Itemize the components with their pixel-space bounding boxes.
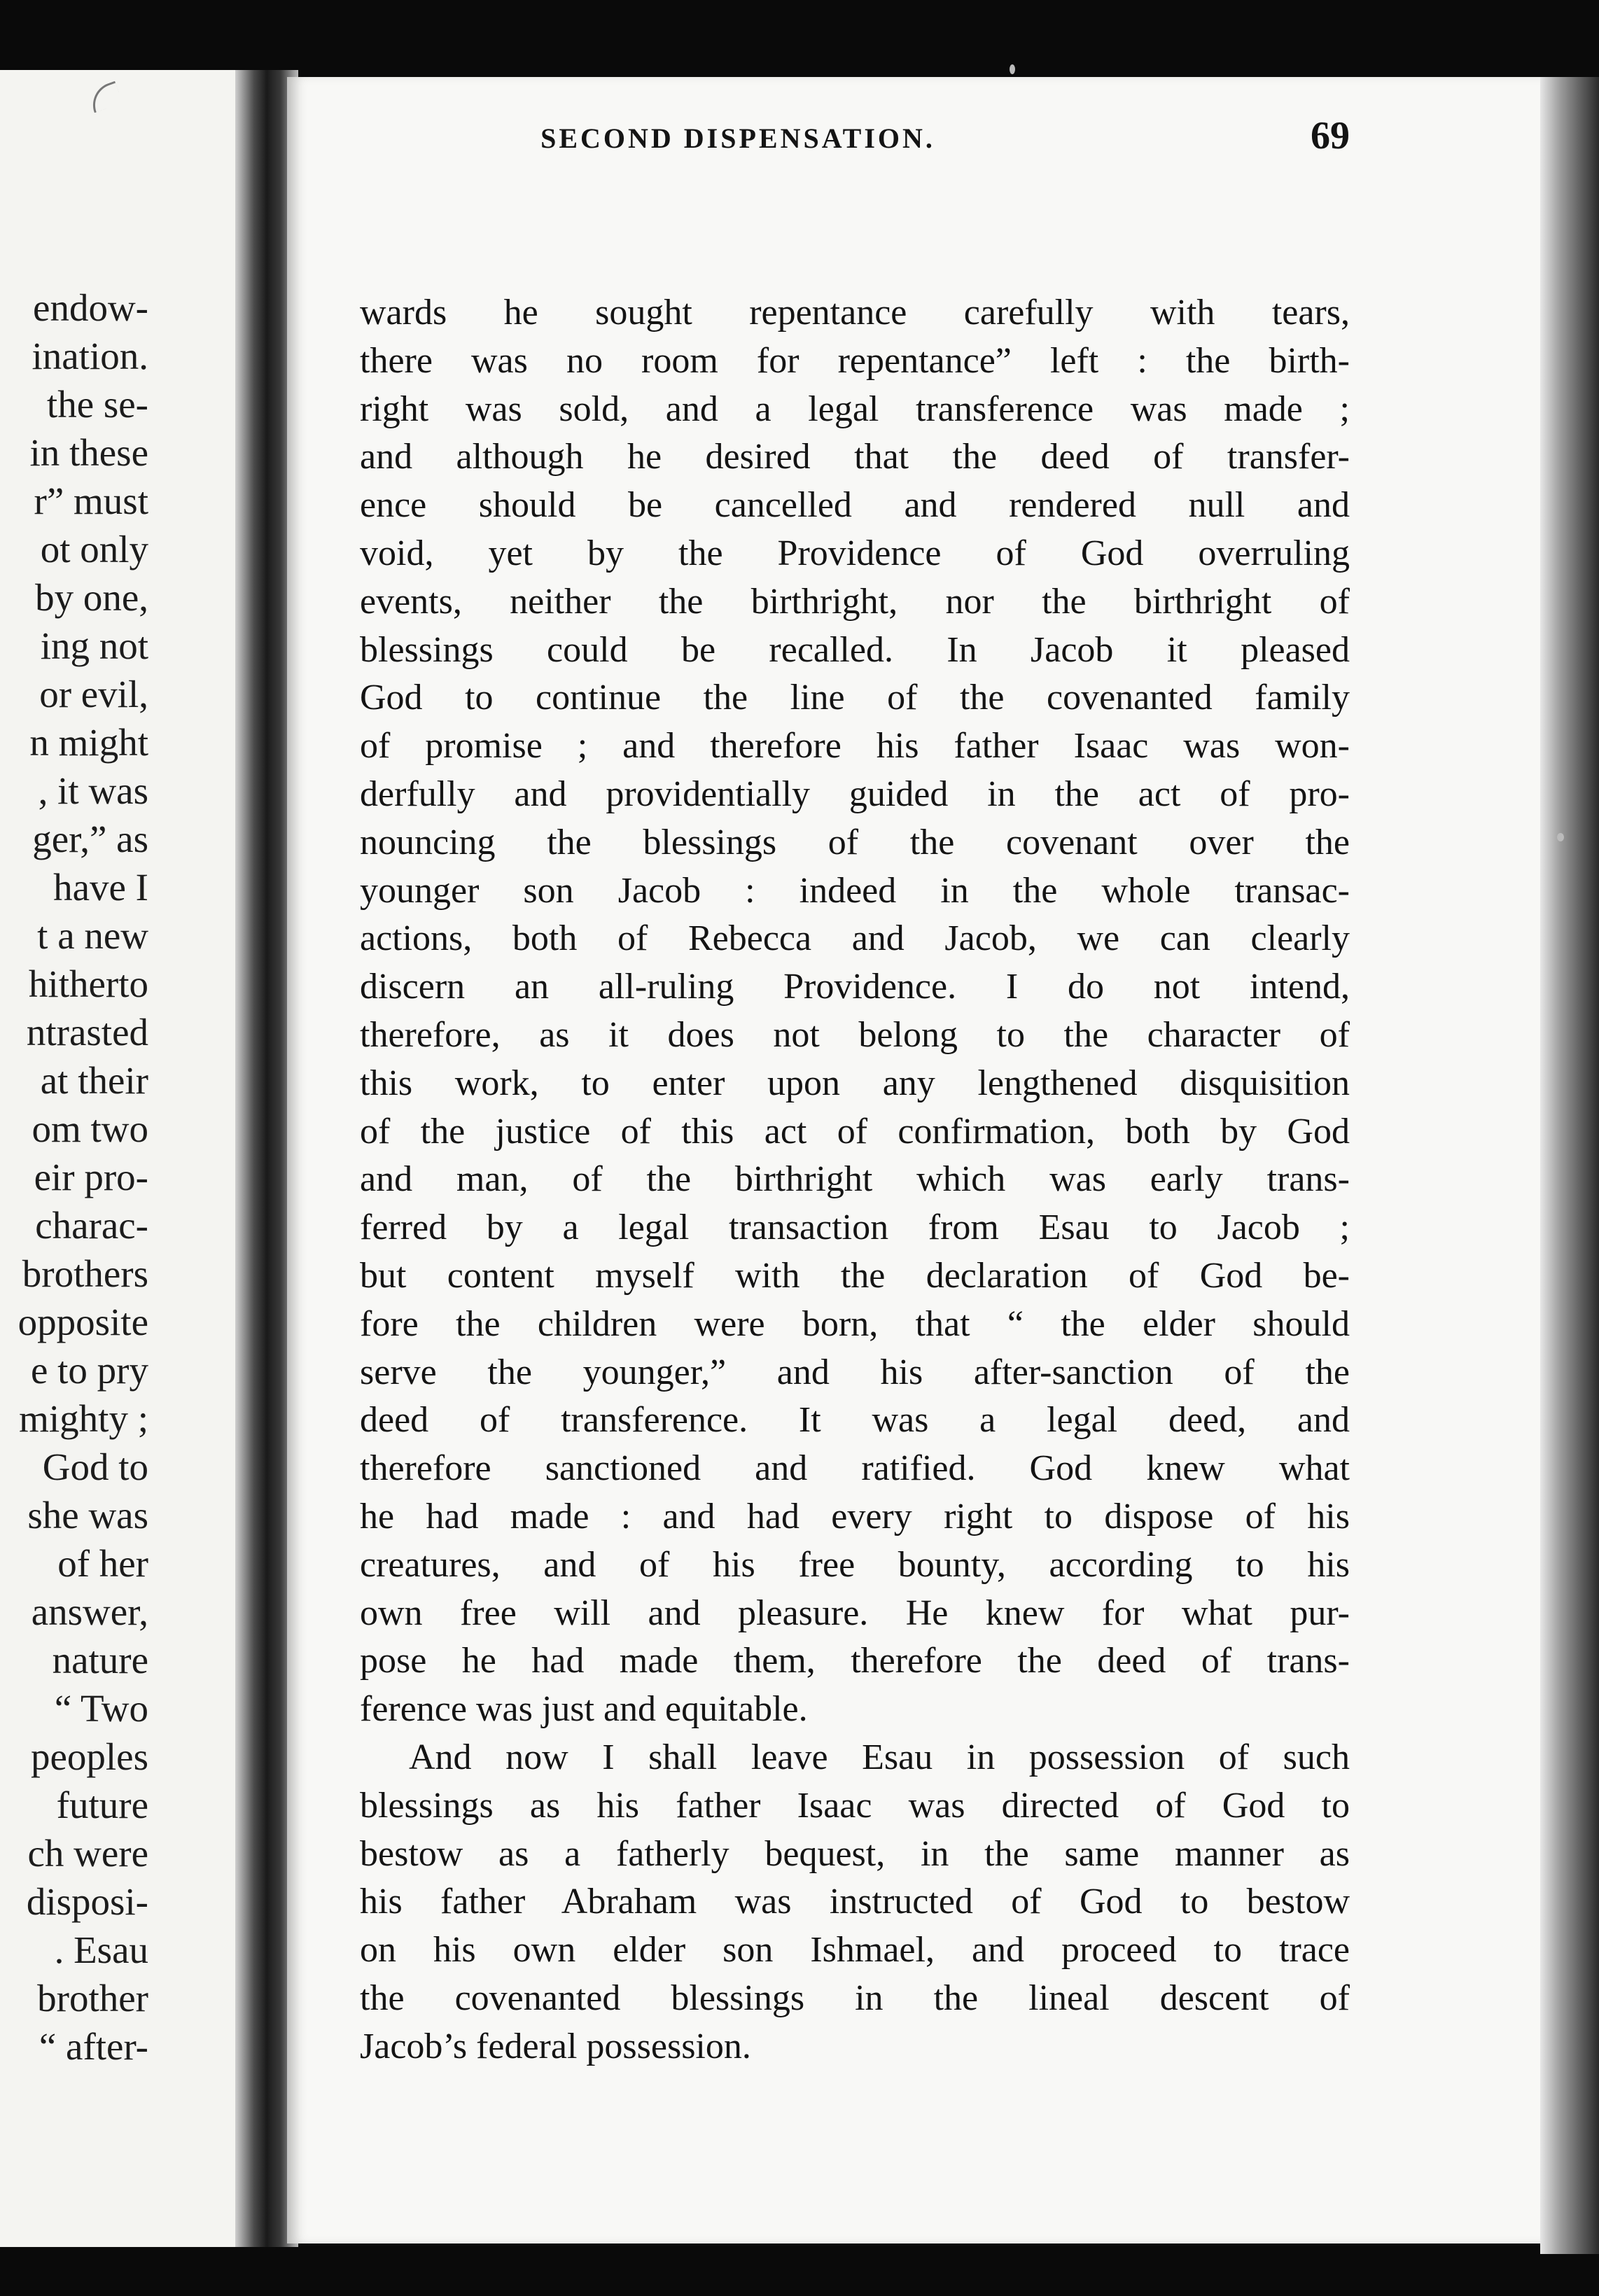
previous-page-line: mighty ; [19,1397,148,1440]
previous-page-line: nature [52,1639,148,1681]
previous-page-line: future [56,1784,148,1826]
paragraph-1 [360,289,1350,1734]
previous-page-line: hitherto [28,962,148,1005]
text-line: blessings could be recalled. In Jacob it pleased [360,629,1350,670]
text-line: therefore sanctioned and ratified. God knew what [360,1448,1350,1489]
paragraph-2 [360,1734,1350,2071]
pencil-mark [87,81,123,113]
previous-page-line: at their [40,1059,148,1102]
previous-page-line: have I [53,866,148,909]
previous-page-line: charac- [35,1204,148,1247]
page-edge [1540,77,1599,2254]
previous-page-line: ntrasted [26,1011,148,1054]
text-line: God to continue the line of the covenanted family [360,678,1350,718]
text-line: pose he had made them, therefore the deed of trans- [360,1641,1350,1681]
page-number: 69 [1311,114,1350,158]
text-line: there was no room for repentance” left : the birth- [360,340,1350,381]
text-line: the covenanted blessings in the lineal descent of [360,1977,1350,2018]
previous-page-line: t a new [37,914,148,957]
previous-page-line: ger,” as [32,818,148,860]
text-line: bestow as a fatherly bequest, in the same manner as [360,1833,1350,1874]
previous-page-line: ot only [40,528,148,570]
text-line: and although he desired that the deed of transfer- [360,437,1350,477]
previous-page-line: om two [32,1107,148,1150]
previous-page-line: the se- [46,383,148,426]
previous-page-line: , it was [38,769,148,812]
text-line: derfully and providentially guided in the act of pro- [360,774,1350,814]
text-line: ference was just and equitable. [360,1689,808,1730]
previous-page-line: opposite [18,1301,148,1343]
text-line: therefore, as it does not belong to the character of [360,1014,1350,1055]
text-line: right was sold, and a legal transference was made ; [360,388,1350,429]
scan-speck [1010,64,1015,74]
previous-page-line: n might [29,721,148,764]
previous-page-line: . Esau [54,1928,148,1971]
previous-page-line: ination. [32,335,148,377]
previous-page-line: brother [37,1977,148,2019]
previous-page-line: brothers [22,1252,148,1295]
text-line: fore the children were born, that “ the elder should [360,1303,1350,1344]
running-head: SECOND DISPENSATION. [540,122,935,154]
previous-page-line: by one, [35,576,148,619]
previous-page-line: God to [42,1446,148,1488]
previous-page-line: disposi- [26,1880,148,1923]
previous-page-line: of her [57,1542,148,1585]
page-body-text [360,289,1350,2071]
text-line: of promise ; and therefore his father Isaac was won- [360,726,1350,766]
previous-page-line: eir pro- [34,1156,148,1198]
previous-page-line: r” must [34,479,148,522]
text-line: he had made : and had every right to dispose of his [360,1496,1350,1536]
previous-page-line: ch were [27,1832,148,1875]
text-line: creatures, and of his free bounty, according to his [360,1544,1350,1585]
text-line: on his own elder son Ishmael, and proceed to trace [360,1930,1350,1970]
previous-page-line: e to pry [30,1349,148,1392]
text-line: void, yet by the Providence of God overruling [360,533,1350,573]
scan-speck [1557,833,1564,841]
text-line: but content myself with the declaration of God be- [360,1255,1350,1296]
previous-page-line: answer, [31,1590,148,1633]
previous-page-text-fragments [0,284,148,2071]
text-line: And now I shall leave Esau in possession of such [409,1737,1350,1777]
text-line: own free will and pleasure. He knew for what pur- [360,1592,1350,1633]
text-line: serve the younger,” and his after-sanction of the [360,1352,1350,1392]
text-line: events, neither the birthright, nor the birthright of [360,581,1350,622]
previous-page-line: in these [29,431,148,474]
text-line: and man, of the birthright which was early trans- [360,1159,1350,1200]
text-line: ferred by a legal transaction from Esau to Jacob ; [360,1208,1350,1248]
text-line: ence should be cancelled and rendered null and [360,485,1350,526]
previous-page-line: peoples [30,1735,148,1778]
text-line: actions, both of Rebecca and Jacob, we can clearly [360,918,1350,959]
previous-page-line: or evil, [39,673,148,715]
text-line: discern an all-ruling Providence. I do not intend, [360,967,1350,1007]
text-line: younger son Jacob : indeed in the whole transac- [360,870,1350,911]
previous-page-line: endow- [33,286,148,329]
previous-page-line: “ after- [39,2025,148,2068]
text-line: Jacob’s federal possession. [360,2026,751,2066]
text-line: blessings as his father Isaac was directed of God to [360,1785,1350,1826]
text-line: his father Abraham was instructed of God to bestow [360,1882,1350,1922]
text-line: nouncing the blessings of the covenant over the [360,822,1350,862]
text-line: this work, to enter upon any lengthened disquisition [360,1063,1350,1103]
text-line: deed of transference. It was a legal deed, and [360,1400,1350,1441]
page-header [294,113,1350,169]
previous-page [0,70,246,2247]
text-line: of the justice of this act of confirmation, both by God [360,1111,1350,1152]
previous-page-line: ing not [40,624,148,667]
previous-page-line: she was [27,1494,148,1536]
text-line: wards he sought repentance carefully with tears, [360,293,1350,332]
previous-page-line: “ Two [54,1687,148,1730]
